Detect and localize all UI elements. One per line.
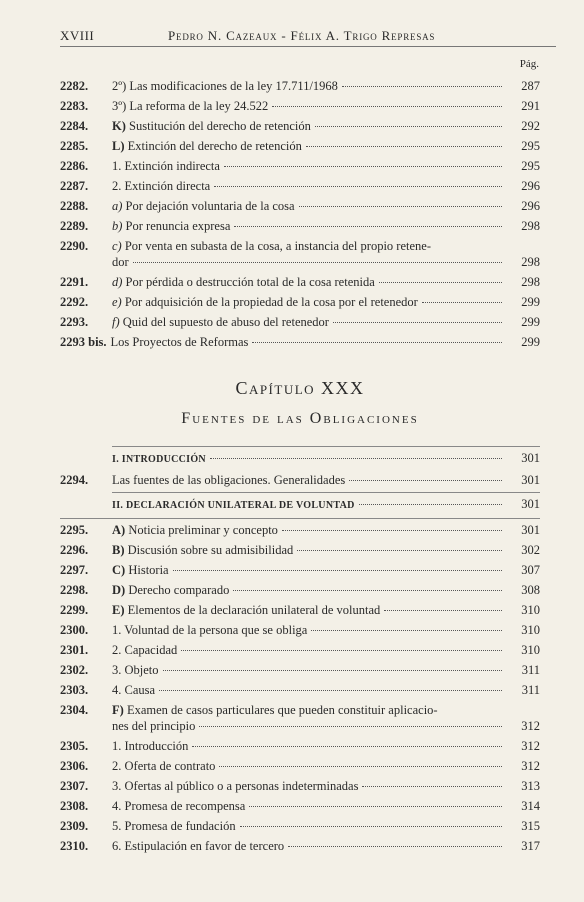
entry-number: 2283. — [60, 99, 89, 113]
entry-number: 2299. — [60, 603, 89, 617]
leader-dots — [315, 126, 502, 127]
toc-entry — [60, 642, 540, 658]
toc-entry — [60, 294, 540, 310]
entry-number: 2287. — [60, 179, 89, 193]
toc-entry-line — [60, 254, 540, 270]
section-title: II. DECLARACIÓN UNILATERAL DE VOLUNTAD — [112, 500, 355, 511]
entry-title: Causa — [124, 683, 156, 697]
entry-title: Quid del supuesto de abuso del retenedor — [122, 315, 329, 329]
entry-number: 2297. — [60, 563, 89, 577]
toc-entry — [60, 778, 540, 794]
entry-page: 299 — [521, 295, 540, 309]
toc-block-top — [60, 78, 540, 354]
entry-number: 2301. — [60, 643, 89, 657]
leader-dots — [214, 186, 502, 187]
entry-number: 2291. — [60, 275, 89, 289]
entry-title: Introducción — [124, 739, 189, 753]
header-rule — [60, 46, 556, 47]
entry-number: 2305. — [60, 739, 89, 753]
toc-entry — [60, 662, 540, 678]
entry-prefix: 3º) — [112, 99, 130, 113]
entry-page: 301 — [521, 497, 540, 511]
entry-prefix: 2. — [112, 179, 125, 193]
toc-entry — [60, 314, 540, 330]
leader-dots — [199, 726, 502, 727]
entry-page: 295 — [521, 159, 540, 173]
toc-entry — [60, 138, 540, 154]
entry-number: 2292. — [60, 295, 89, 309]
leader-dots — [349, 480, 502, 481]
entry-title: Por venta en subasta de la cosa, a instancia del propio retene- — [124, 239, 431, 253]
toc-entry — [60, 178, 540, 194]
toc-entry-line — [60, 718, 540, 734]
entry-title: Elementos de la declaración unilateral de voluntad — [127, 603, 381, 617]
leader-dots — [240, 826, 502, 827]
entry-title: Sustitución del derecho de retención — [129, 119, 311, 133]
chapter-number: Capítulo XXX — [235, 378, 365, 398]
entry-page: 292 — [521, 119, 540, 133]
entry-page: 291 — [521, 99, 540, 113]
entry-number: 2282. — [60, 79, 89, 93]
entry-number: 2308. — [60, 799, 89, 813]
entry-prefix: K) — [112, 119, 130, 133]
entry-number: 2286. — [60, 159, 89, 173]
entry-title: Voluntad de la persona que se obliga — [124, 623, 308, 637]
entry-title: Noticia preliminar y concepto — [128, 523, 278, 537]
entry-page: 313 — [521, 779, 540, 793]
entry-title: Por adquisición de la propiedad de la cosa por el retenedor — [124, 295, 418, 309]
entry-prefix: b) — [112, 219, 126, 233]
page-folio: XVIII — [60, 28, 95, 43]
entry-number: 2296. — [60, 543, 89, 557]
toc-entry — [60, 518, 540, 538]
entry-page: 312 — [521, 719, 540, 733]
entry-title: Extinción del derecho de retención — [127, 139, 302, 153]
leader-dots — [299, 206, 502, 207]
toc-entry — [60, 274, 540, 290]
entry-page: 296 — [521, 199, 540, 213]
toc-entry — [60, 818, 540, 834]
entry-title: Promesa de recompensa — [124, 799, 246, 813]
entry-page: 310 — [521, 603, 540, 617]
toc-entry — [60, 838, 540, 854]
toc-entry — [60, 542, 540, 558]
leader-dots — [306, 146, 502, 147]
entry-prefix: B) — [112, 543, 128, 557]
entry-page: 310 — [521, 643, 540, 657]
toc-block-bottom — [60, 446, 540, 858]
entry-prefix: a) — [112, 199, 126, 213]
entry-number: 2284. — [60, 119, 89, 133]
running-head-authors: Pedro N. Cazeaux - Félix A. Trigo Represas — [168, 28, 436, 43]
entry-prefix: 6. — [112, 839, 125, 853]
entry-number: 2293. — [60, 315, 89, 329]
leader-dots — [192, 746, 502, 747]
toc-section-heading — [112, 446, 540, 468]
entry-number: 2295. — [60, 523, 89, 537]
entry-title: Ofertas al público o a personas indeterminadas — [124, 779, 359, 793]
entry-number: 2293 bis. — [60, 335, 107, 349]
entry-prefix: 1. — [112, 623, 125, 637]
entry-number: 2302. — [60, 663, 89, 677]
entry-number: 2285. — [60, 139, 89, 153]
entry-number: 2310. — [60, 839, 89, 853]
entry-page: 301 — [521, 523, 540, 537]
toc-entry — [60, 582, 540, 598]
entry-title: Oferta de contrato — [124, 759, 216, 773]
entry-page: 317 — [521, 839, 540, 853]
entry-page: 310 — [521, 623, 540, 637]
leader-dots — [219, 766, 502, 767]
leader-dots — [133, 262, 502, 263]
entry-prefix: 3. — [112, 779, 125, 793]
chapter-title: Fuentes de las Obligaciones — [181, 410, 419, 427]
entry-number: 2303. — [60, 683, 89, 697]
leader-dots — [384, 610, 502, 611]
entry-title: Extinción indirecta — [124, 159, 220, 173]
toc-entry — [60, 334, 540, 350]
entry-number: 2300. — [60, 623, 89, 637]
entry-number: 2306. — [60, 759, 89, 773]
leader-dots — [159, 690, 502, 691]
entry-prefix: D) — [112, 583, 129, 597]
leader-dots — [333, 322, 502, 323]
toc-entry — [60, 472, 540, 488]
leader-dots — [173, 570, 502, 571]
entry-page: 301 — [521, 451, 540, 465]
leader-dots — [249, 806, 502, 807]
toc-entry-line — [60, 702, 540, 718]
entry-title: Promesa de fundación — [124, 819, 236, 833]
entry-prefix: e) — [112, 295, 125, 309]
entry-title: Capacidad — [124, 643, 178, 657]
toc-entry-multiline — [60, 702, 540, 734]
entry-page: 299 — [521, 335, 540, 349]
toc-entry — [60, 622, 540, 638]
leader-dots — [359, 504, 502, 505]
entry-prefix: L) — [112, 139, 128, 153]
entry-number: 2289. — [60, 219, 89, 233]
entry-page: 295 — [521, 139, 540, 153]
entry-page: 314 — [521, 799, 540, 813]
leader-dots — [379, 282, 502, 283]
entry-prefix: A) — [112, 523, 129, 537]
entry-page: 296 — [521, 179, 540, 193]
entry-page: 301 — [521, 473, 540, 487]
entry-number: 2294. — [60, 473, 89, 487]
entry-page: 299 — [521, 315, 540, 329]
leader-dots — [288, 846, 502, 847]
entry-prefix: 5. — [112, 819, 125, 833]
entry-title: Objeto — [124, 663, 159, 677]
entry-page: 298 — [521, 219, 540, 233]
entry-number: 2288. — [60, 199, 89, 213]
entry-title: La reforma de la ley 24.522 — [129, 99, 269, 113]
entry-title: Los Proyectos de Reformas — [110, 335, 249, 349]
entry-page: 311 — [521, 663, 540, 677]
entry-title: Derecho comparado — [128, 583, 230, 597]
entry-number: 2304. — [60, 703, 89, 717]
entry-title: Examen de casos particulares que pueden constituir aplicacio- — [126, 703, 438, 717]
entry-page: 307 — [521, 563, 540, 577]
entry-title: Estipulación en favor de tercero — [124, 839, 285, 853]
entry-prefix: C) — [112, 563, 129, 577]
toc-entry — [60, 798, 540, 814]
leader-dots — [181, 650, 502, 651]
entry-page: 287 — [521, 79, 540, 93]
leader-dots — [234, 226, 502, 227]
toc-entry — [60, 682, 540, 698]
toc-entry — [60, 562, 540, 578]
entry-prefix: 1. — [112, 159, 125, 173]
entry-title: Discusión sobre su admisibilidad — [127, 543, 294, 557]
entry-prefix: 3. — [112, 663, 125, 677]
toc-entry-line — [60, 238, 540, 254]
entry-title: Por renuncia expresa — [125, 219, 231, 233]
entry-prefix: 2. — [112, 643, 125, 657]
entry-prefix: d) — [112, 275, 126, 289]
entry-title: Historia — [128, 563, 169, 577]
entry-page: 312 — [521, 739, 540, 753]
toc-section-heading — [112, 492, 540, 514]
leader-dots — [272, 106, 502, 107]
entry-title-continued: nes del principio — [112, 719, 196, 733]
entry-prefix: E) — [112, 603, 128, 617]
entry-prefix: 2. — [112, 759, 125, 773]
leader-dots — [362, 786, 502, 787]
entry-title: Las modificaciones de la ley 17.711/1968 — [129, 79, 338, 93]
toc-entry — [60, 218, 540, 234]
toc-entry — [60, 758, 540, 774]
entry-page: 298 — [521, 255, 540, 269]
entry-prefix: 4. — [112, 683, 125, 697]
section-title: I. INTRODUCCIÓN — [112, 454, 206, 465]
entry-title: Por dejación voluntaria de la cosa — [125, 199, 295, 213]
entry-prefix: 2º) — [112, 79, 130, 93]
leader-dots — [422, 302, 502, 303]
entry-prefix: 1. — [112, 739, 125, 753]
leader-dots — [210, 458, 502, 459]
leader-dots — [163, 670, 502, 671]
leader-dots — [282, 530, 502, 531]
page-column-label: Pág. — [519, 58, 539, 70]
entry-title: Las fuentes de las obligaciones. Generalidades — [112, 473, 346, 487]
entry-prefix: F) — [112, 703, 127, 717]
entry-number: 2290. — [60, 239, 89, 253]
toc-entry — [60, 198, 540, 214]
entry-page: 298 — [521, 275, 540, 289]
entry-title: Por pérdida o destrucción total de la cosa retenida — [125, 275, 375, 289]
entry-prefix: c) — [112, 239, 125, 253]
leader-dots — [297, 550, 502, 551]
entry-page: 312 — [521, 759, 540, 773]
leader-dots — [342, 86, 502, 87]
entry-number: 2298. — [60, 583, 89, 597]
leader-dots — [252, 342, 502, 343]
entry-number: 2309. — [60, 819, 89, 833]
toc-entry — [60, 118, 540, 134]
entry-prefix: f) — [112, 315, 123, 329]
toc-entry — [60, 738, 540, 754]
leader-dots — [311, 630, 502, 631]
toc-entry — [60, 158, 540, 174]
entry-page: 315 — [521, 819, 540, 833]
entry-prefix: 4. — [112, 799, 125, 813]
entry-page: 311 — [521, 683, 540, 697]
leader-dots — [224, 166, 502, 167]
toc-entry-multiline — [60, 238, 540, 270]
toc-entry — [60, 78, 540, 94]
entry-page: 308 — [521, 583, 540, 597]
entry-number: 2307. — [60, 779, 89, 793]
entry-title: Extinción directa — [124, 179, 211, 193]
leader-dots — [233, 590, 502, 591]
entry-page: 302 — [521, 543, 540, 557]
toc-entry — [60, 98, 540, 114]
entry-title-continued: dor — [112, 255, 129, 269]
toc-entry — [60, 602, 540, 618]
